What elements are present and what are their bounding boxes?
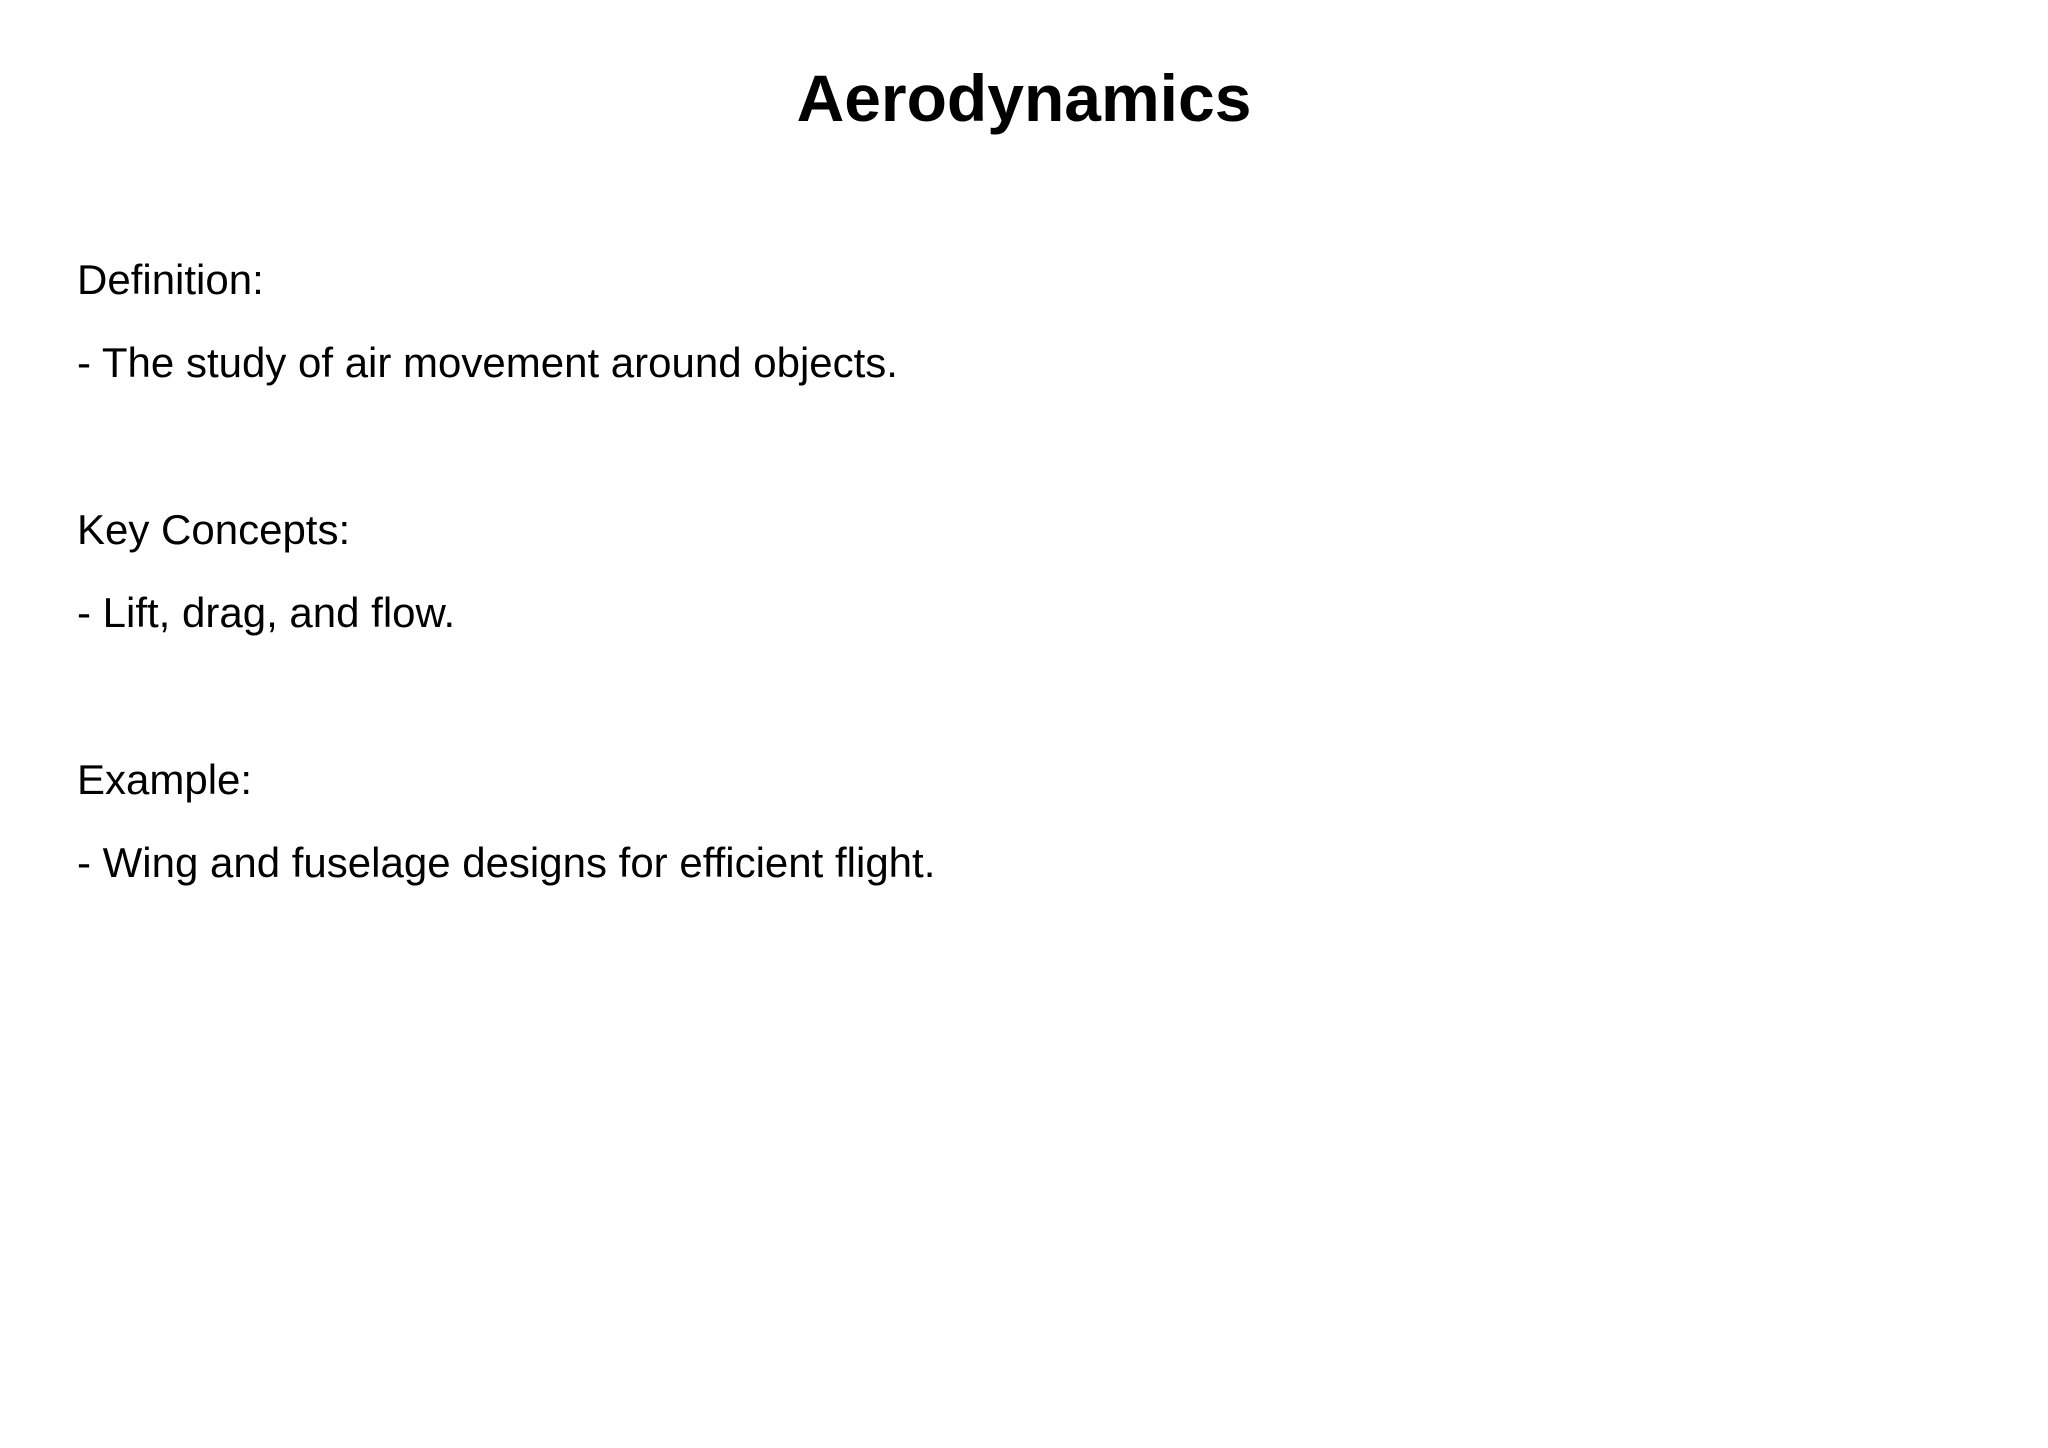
section-example xyxy=(77,755,1977,888)
section-label: Example: xyxy=(77,756,253,803)
section-bullet: - The study of air movement around objects. xyxy=(77,339,898,386)
section-definition xyxy=(77,255,1977,388)
section-bullet: - Lift, drag, and flow. xyxy=(77,589,456,636)
section-label: Key Concepts: xyxy=(77,506,351,553)
section-key-concepts xyxy=(77,505,1977,638)
section-label: Definition: xyxy=(77,256,264,303)
section-bullet: - Wing and fuselage designs for efficient flight. xyxy=(77,839,936,886)
page-title: Aerodynamics xyxy=(796,61,1252,135)
